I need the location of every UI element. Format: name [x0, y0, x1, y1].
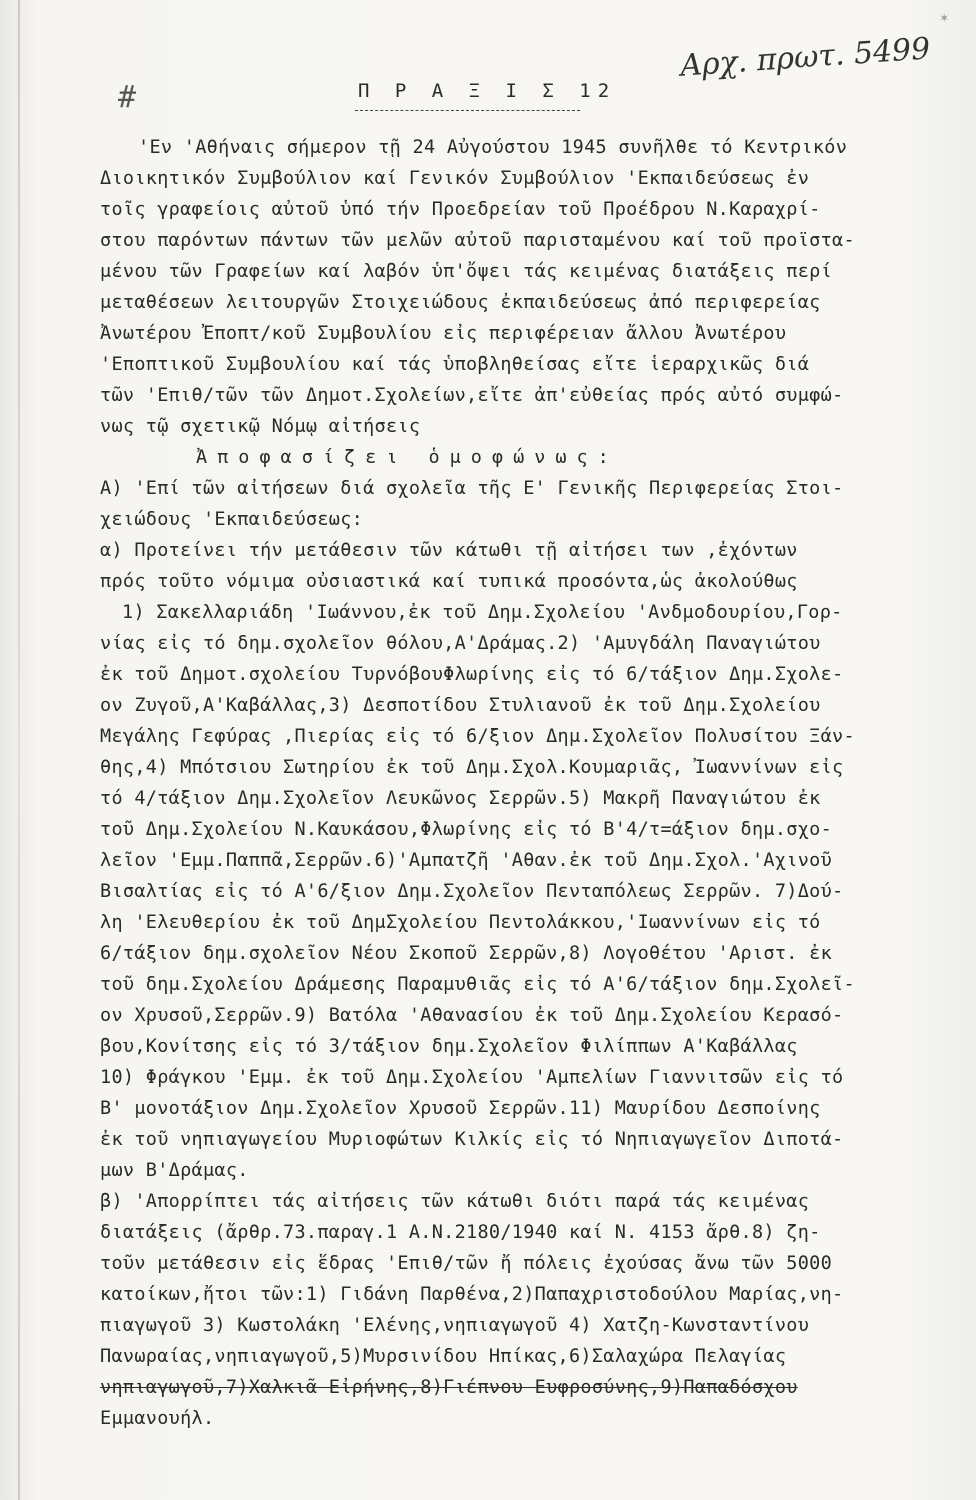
- document-text-line: ἐκ τοῦ νηπιαγωγείου Μυριοφώτων Κιλκίς εἰς τό Νηπιαγωγεῖον Διποτά-: [100, 1129, 844, 1150]
- document-text-line: μένου τῶν Γραφείων καί λαβόν ὑπ'ὄψει τάς κειμένας διατάξεις περί: [100, 261, 833, 282]
- title-underline: [355, 110, 580, 111]
- document-text-line: στου παρόντων πάντων τῶν μελῶν αὐτοῦ παρισταμένου καί τοῦ προϊστα-: [100, 230, 855, 251]
- document-text-line: διατάξεις (ἄρθρ.73.παραγ.1 Α.Ν.2180/1940 καί Ν. 4153 ἄρθ.8) ζη-: [100, 1222, 821, 1243]
- corner-mark: ✶: [940, 10, 949, 26]
- document-text-line: τοῦν μετάθεσιν εἰς ἕδρας 'Επιθ/τῶν ἤ πόλεις ἐχούσας ἄνω τῶν 5000: [100, 1253, 833, 1274]
- document-text-line: κατοίκων,ἤτοι τῶν:1) Γιδάνη Παρθένα,2)Παπαχριστοδούλου Μαρίας,νη-: [100, 1284, 844, 1305]
- document-text-line: λη 'Ελευθερίου ἐκ τοῦ ΔημΣχολείου Πεντολάκκου,'Ιωαννίνων εἰς τό: [100, 912, 821, 933]
- document-text-line: 6/τάξιον δημ.σχολεῖον Νέου Σκοποῦ Σερρῶν,8) Λογοθέτου 'Αριστ. ἐκ: [100, 943, 833, 964]
- document-text-line: Ἀνωτέρου Ἐποπτ/κοῦ Συμβουλίου εἰς περιφέρειαν ἄλλου Ἀνωτέρου: [100, 323, 787, 344]
- document-text-line: πρός τοῦτο νόμιμα οὐσιαστικά καί τυπικά προσόντα,ὡς ἀκολούθως: [100, 571, 798, 592]
- document-text-line: λεῖον 'Εμμ.Παππᾶ,Σερρῶν.6)'Αμπατζῆ 'Αθαν.ἐκ τοῦ Δημ.Σχολ.'Αχινοῦ: [100, 850, 833, 871]
- document-text-line: Διοικητικόν Συμβούλιον καί Γενικόν Συμβούλιον 'Εκπαιδεύσεως ἐν: [100, 168, 810, 189]
- document-text-line: Βισαλτίας εἰς τό Α'6/ξιον Δημ.Σχολεῖον Πενταπόλεως Σερρῶν. 7)Δού-: [100, 881, 844, 902]
- document-text-line: Μεγάλης Γεφύρας ,Πιερίας εἰς τό 6/ξιον Δημ.Σχολεῖον Πολυσίτου Ξάν-: [100, 726, 855, 747]
- document-text-line: βου,Κονίτσης εἰς τό 3/τάξιον δημ.Σχολεῖον Φιλίππων Α'Καβάλλας: [100, 1036, 798, 1057]
- document-text-line: νως τῷ σχετικῷ Νόμῳ αἰτήσεις: [100, 416, 421, 437]
- document-text-line: τό 4/τάξιον Δημ.Σχολεῖον Λευκῶνος Σερρῶν.5) Μακρῆ Παναγιώτου ἐκ: [100, 788, 821, 809]
- document-body: [100, 132, 955, 1434]
- document-text-line: Πανωραίας,νηπιαγωγοῦ,5)Μυρσινίδου Ηπίκας,6)Σαλαχώρα Πελαγίας: [100, 1346, 787, 1367]
- hash-mark: #: [118, 80, 137, 115]
- document-title: Π Ρ Α Ξ Ι Σ 12: [358, 80, 617, 102]
- document-text-line: β) 'Απορρίπτει τάς αἰτήσεις τῶν κάτωθι διότι παρά τάς κειμένας: [100, 1191, 810, 1212]
- document-text-line: 'Εποπτικοῦ Συμβουλίου καί τάς ὑποβληθείσας εἴτε ἱεραρχικῶς διά: [100, 354, 810, 375]
- document-text-line: α) Προτείνει τήν μετάθεσιν τῶν κάτωθι τῇ αἰτήσει των ,ἐχόντων: [100, 540, 798, 561]
- document-text-line: Ἀποφασίζει ὁμοφώνως:: [196, 447, 619, 468]
- document-text-line: Β' μονοτάξιον Δημ.Σχολεῖον Χρυσοῦ Σερρῶν.11) Μαυρίδου Δεσποίνης: [100, 1098, 821, 1119]
- document-text-line: θης,4) Μπότσιου Σωτηρίου ἐκ τοῦ Δημ.Σχολ.Κουμαριᾶς, Ἰωαννίνων εἰς: [100, 757, 844, 778]
- document-text-line: 1) Σακελλαριάδη 'Ιωάννου,ἐκ τοῦ Δημ.Σχολείου 'Ανδμοδουρίου,Γορ-: [122, 602, 843, 623]
- document-text-line: ἐκ τοῦ Δημοτ.σχολείου ΤυρνόβουΦλωρίνης εἰς τό 6/τάξιον Δημ.Σχολε-: [100, 664, 844, 685]
- page-margin-edge: [18, 0, 20, 1500]
- handwritten-reference-number: Αρχ. πρωτ. 5499: [679, 31, 932, 84]
- document-text-line: νηπιαγωγοῦ,7)Χαλκιᾶ Εἰρήνης,8)Γιέπνου Ευφροσύνης,9)Παπαδόσχου: [100, 1377, 798, 1398]
- document-text-line: ον Ζυγοῦ,Α'Καβάλλας,3) Δεσποτίδου Στυλιανοῦ ἐκ τοῦ Δημ.Σχολείου: [100, 695, 821, 716]
- document-text-line: 'Εν 'Αθήναις σήμερον τῇ 24 Αὐγούστου 1945 συνῆλθε τό Κεντρικόν: [138, 137, 848, 158]
- document-text-line: Α) 'Επί τῶν αἰτήσεων διά σχολεῖα τῆς Ε' Γενικῆς Περιφερείας Στοι-: [100, 478, 844, 499]
- document-text-line: μεταθέσεων λειτουργῶν Στοιχειώδους ἐκπαιδεύσεως ἀπό περιφερείας: [100, 292, 821, 313]
- document-text-line: τοῦ δημ.Σχολείου Δράμεσης Παραμυθιᾶς εἰς τό Α'6/τάξιον δημ.Σχολεῖ-: [100, 974, 855, 995]
- document-text-line: Εμμανουήλ.: [100, 1408, 215, 1429]
- document-text-line: τῶν 'Επιθ/τῶν τῶν Δημοτ.Σχολείων,εἴτε ἀπ'εὐθείας πρός αὐτό συμφώ-: [100, 385, 844, 406]
- document-text-line: τοῦ Δημ.Σχολείου Ν.Καυκάσου,Φλωρίνης εἰς τό Β'4/τ=άξιον δημ.σχο-: [100, 819, 833, 840]
- document-text-line: χειώδους 'Εκπαιδεύσεως:: [100, 509, 364, 530]
- document-text-line: τοῖς γραφείοις αὐτοῦ ὑπό τήν Προεδρείαν τοῦ Προέδρου Ν.Καραχρί-: [100, 199, 821, 220]
- document-text-line: 10) Φράγκου 'Εμμ. ἐκ τοῦ Δημ.Σχολείου 'Αμπελίων Γιαννιτσῶν εἰς τό: [100, 1067, 844, 1088]
- document-text-line: νίας εἰς τό δημ.σχολεῖον θόλου,Α'Δράμας.2) 'Αμυγδάλη Παναγιώτου: [100, 633, 821, 654]
- document-text-line: μων Β'Δράμας.: [100, 1160, 249, 1181]
- document-text-line: ον Χρυσοῦ,Σερρῶν.9) Βατόλα 'Αθανασίου ἐκ τοῦ Δημ.Σχολείου Κερασό-: [100, 1005, 844, 1026]
- document-text-line: πιαγωγοῦ 3) Κωστολάκη 'Ελένης,νηπιαγωγοῦ 4) Χατζη-Κωνσταντίνου: [100, 1315, 810, 1336]
